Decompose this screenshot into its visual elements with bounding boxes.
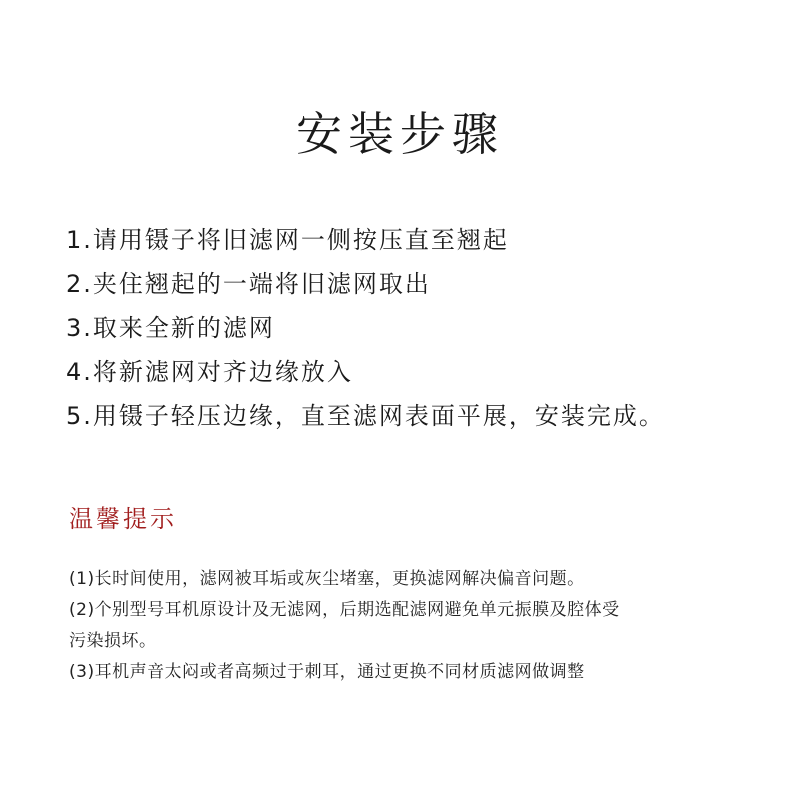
tip-note: (2)个别型号耳机原设计及无滤网，后期选配滤网避免单元振膜及腔体受 — [69, 600, 620, 620]
tip-note: (1)长时间使用，滤网被耳垢或灰尘堵塞，更换滤网解决偏音问题。 — [69, 569, 585, 589]
tips-heading: 温馨提示 — [69, 505, 177, 533]
step-item: 1.请用镊子将旧滤网一侧按压直至翘起 — [66, 226, 509, 254]
page-title: 安装步骤 — [296, 107, 504, 161]
step-item: 3.取来全新的滤网 — [66, 314, 275, 342]
step-item: 5.用镊子轻压边缘，直至滤网表面平展，安装完成。 — [66, 402, 665, 430]
step-item: 4.将新滤网对齐边缘放入 — [66, 358, 353, 386]
tip-note: (3)耳机声音太闷或者高频过于刺耳，通过更换不同材质滤网做调整 — [69, 662, 585, 682]
steps-list — [66, 218, 766, 438]
tip-note-continuation: 污染损坏。 — [69, 631, 157, 651]
step-item: 2.夹住翘起的一端将旧滤网取出 — [66, 270, 431, 298]
tips-notes-list — [69, 564, 749, 688]
